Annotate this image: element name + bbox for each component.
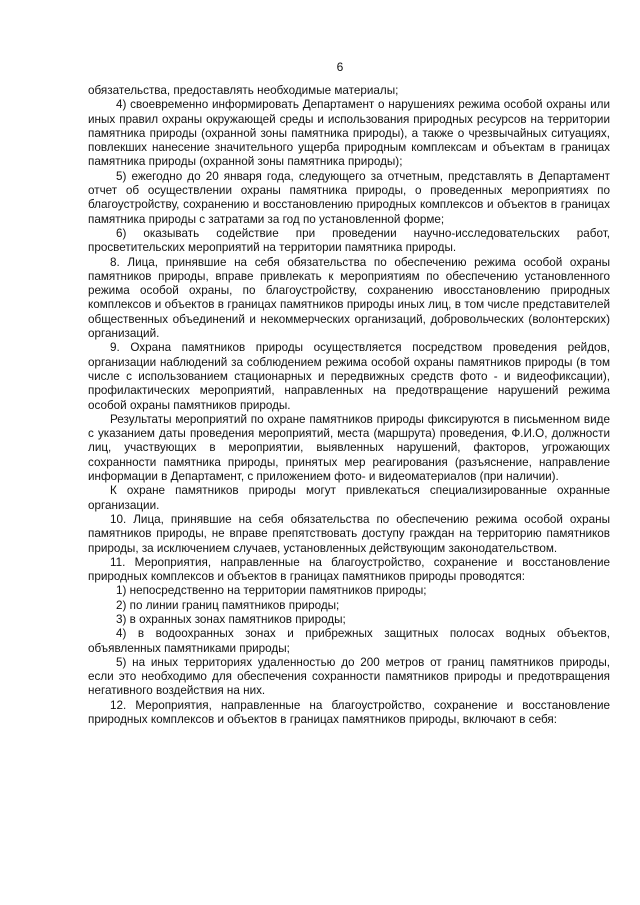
paragraph: 5) на иных территориях удаленностью до 200 метров от границ памятников природы, если это необходимо для обеспечения сохранности памятников природы и предотвращения негативного воздействия на них.	[88, 655, 610, 698]
paragraph: 3) в охранных зонах памятников природы;	[116, 612, 346, 626]
paragraph: 11. Мероприятия, направленные на благоустройство, сохранение и восстановление природных комплексов и объектов в границах памятников природы проводятся:	[88, 555, 610, 584]
paragraph: К охране памятников природы могут привлекаться специализированные охранные организации.	[88, 484, 610, 512]
paragraph: 5) ежегодно до 20 января года, следующего за отчетным, представлять в Департамент отчет об осуществлении охраны памятника природы, о проведенных мероприятиях по благоустройству, сохранению и восстановлению природных комплексов и объектов в границах памятника природы с затратами за год по установленной форме;	[88, 169, 610, 226]
paragraph: обязательства, предоставлять необходимые материалы;	[88, 84, 399, 97]
document-body	[88, 84, 610, 727]
paragraph: 4) в водоохранных зонах и прибрежных защитных полосах водных объектов, объявленных памятниками природы;	[88, 627, 610, 655]
paragraph: 12. Мероприятия, направленные на благоустройство, сохранение и восстановление природных комплексов и объектов в границах памятников природы, включают в себя:	[88, 698, 610, 727]
paragraph: 2) по линии границ памятников природы;	[116, 598, 340, 612]
paragraph: 10. Лица, принявшие на себя обязательства по обеспечению режима особой охраны памятников природы, не вправе препятствовать доступу граждан на территорию памятников природы, за исключением случаев, установленных действующим законодательством.	[88, 512, 610, 555]
paragraph: 4) своевременно информировать Департамент о нарушениях режима особой охраны или иных правил охраны окружающей среды и использования природных ресурсов на территории памятника природы (охранной зоны памятника природы), а также о чрезвычайных ситуациях, повлекших нанесение значительного ущерба природным комплексам и объектам в границах памятника природы (охранной зоны памятника природы);	[88, 98, 610, 169]
paragraph: 8. Лица, принявшие на себя обязательства по обеспечению режима особой охраны памятников природы, вправе привлекать к мероприятиям по обеспечению установленного режима особой охраны, по благоустройству, сохранению ивосстановлению природных комплексов и объектов в границах памятников природы иных лиц, в том числе представителей общественных объединений и некоммерческих организаций, добровольческих (волонтерских) организаций.	[88, 255, 610, 341]
paragraph: Результаты мероприятий по охране памятников природы фиксируются в письменном виде с указанием даты проведения мероприятий, места (маршрута) проведения, Ф.И.О, должности лиц, участвующих в мероприятии, выявленных нарушений, факторов, угрожающих сохранности памятника природы, принятых мер реагирования (разъяснение, направление информации в Департамент, с приложением фото- и видеоматериалов (при наличии).	[88, 412, 610, 484]
paragraph: 1) непосредственно на территории памятников природы;	[116, 584, 427, 598]
page-number: 6	[336, 60, 344, 74]
paragraph: 9. Охрана памятников природы осуществляется посредством проведения рейдов, организации наблюдений за соблюдением режима особой охраны памятников природы (в том числе с использованием стационарных и передвижных средств фото - и видеофиксации), профилактических мероприятий, направленных на предотвращение нарушений режима особой охраны памятников природы.	[88, 341, 610, 412]
paragraph: 6) оказывать содействие при проведении научно-исследовательских работ, просветительских мероприятий на территории памятника природы.	[88, 226, 610, 255]
